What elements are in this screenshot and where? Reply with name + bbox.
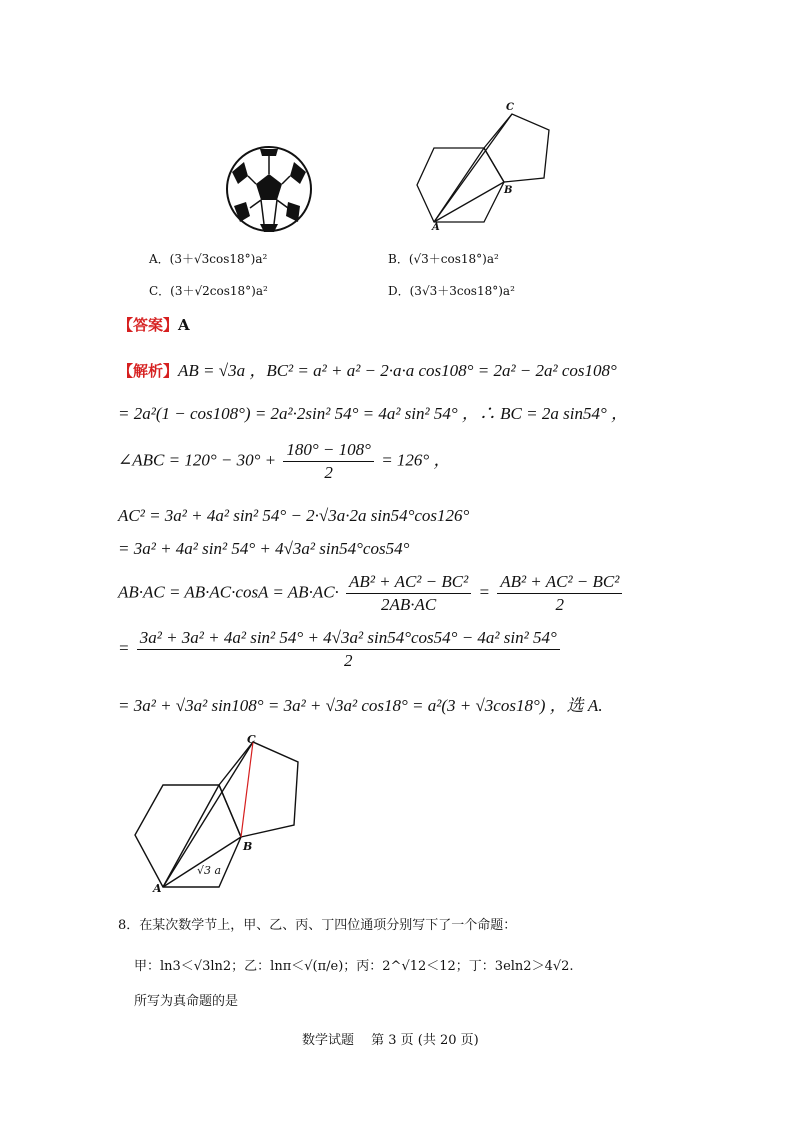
analysis-line-4: AC² = 3a² + 4a² sin² 54° − 2·√3a·2a sin54°cos126° [118,506,470,525]
analysis-line-7: = $\frac{\text{3a² + 3a² + 4a² sin² 54° + 4√3a² sin54°cos54° − 4a² sin² 54°}}{2}$ [118,628,563,671]
option-a: A．(3＋√3cos18°)a² [149,252,268,266]
bottom-label-side: √3 a [197,864,222,877]
analysis-line-5: = 3a² + 4a² sin² 54° + 4√3a² sin54°cos54° [118,539,410,558]
line3-prefix: ∠ABC = 120° − 30° + [118,450,277,470]
line6-fraction-1 [346,572,471,615]
analysis-label: 【解析】 [118,364,179,380]
analysis-line-3 [118,440,450,483]
answer-label: 【答案】 [118,316,179,334]
line7-num: 3a² + 3a² + 4a² sin² 54° + 4√3a² sin54°cos54° − 4a² sin² 54° [137,628,560,650]
top-label-a: A [432,222,440,233]
analysis-line-2: = 2a²(1 − cos108°) = 2a²·2sin² 54° = 4a² sin² 54° ，∴ BC = 2a sin54° ， [118,404,629,423]
page-footer: 数学试题 第 3 页 (共 20 页) [302,1033,479,1048]
analysis-line-6 [118,572,625,615]
question8-tail: 所写为真命题的是 [134,994,239,1009]
line6-frac2-num: AB² + AC² − BC² [497,572,622,594]
line3-suffix: = 126° ， [381,450,451,470]
line7-fraction [137,628,560,671]
option-c: C．(3＋√2cos18°)a² [149,284,268,298]
line3-fraction-den: 2 [324,463,333,482]
analysis-line-8: = 3a² + √3a² sin108° = 3a² + √3a² cos18° = a²(3 + √3cos18°) ，选 A. [118,696,603,715]
line6-frac2-den: 2 [555,595,565,614]
question8-stem: 8．在某次数学节上，甲、乙、丙、丁四位通项分别写下了一个命题： [118,918,517,933]
analysis-line-1 [118,356,617,381]
analysis-line1-text: AB = √3a ，BC² = a² + a² − 2·a·a cos108° = 2a² − 2a² cos108° [178,361,617,380]
question8-items: 甲：ln3＜√3ln2；乙：lnπ＜√(π/e)；丙：2^√12＜12；丁：3eln2＞4√2. [134,959,574,974]
line6-eq: = [478,582,490,602]
top-label-b: B [504,185,513,196]
bottom-label-a: A [153,882,162,895]
line3-fraction-num: 180° − 108° [283,440,374,462]
line7-den: 2 [343,651,353,670]
bottom-label-c: C [247,733,256,746]
polygon-figure-top [412,100,562,240]
answer-value: A [178,316,190,334]
option-d: D．(3√3＋3cos18°)a² [388,284,515,298]
line6-fraction-2 [497,572,622,615]
option-b: B．(√3＋cos18°)a² [388,252,499,266]
top-label-c: C [506,102,514,113]
answer-line [118,314,190,335]
line6-prefix: AB·AC = AB·AC·cosA = AB·AC· [118,582,339,602]
line6-frac1-den: 2AB·AC [381,595,437,614]
line6-frac1-num: AB² + AC² − BC² [346,572,471,594]
soccer-ball-figure [224,144,314,234]
line3-fraction [283,440,374,483]
bottom-label-b: B [243,840,253,853]
